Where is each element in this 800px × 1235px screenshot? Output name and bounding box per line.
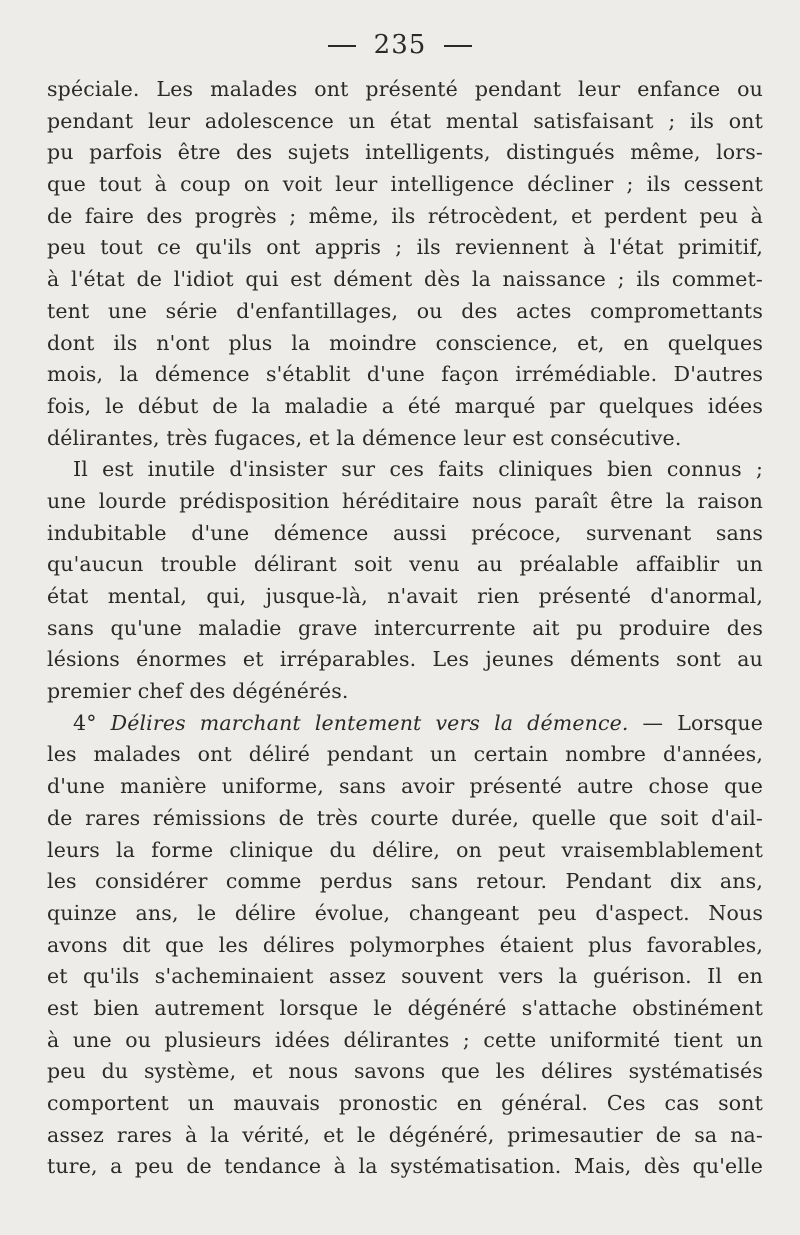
- text-line: peu tout ce qu'ils ont appris ; ils reviennent à l'état primitif,: [47, 235, 763, 260]
- text-line: tent une série d'enfantillages, ou des actes compromettants: [47, 298, 763, 323]
- paragraph: [47, 74, 763, 454]
- text-line: mois, la démence s'établit d'une façon irrémédiable. D'autres: [47, 362, 763, 387]
- text-line: ture, a peu de tendance à la systématisation. Mais, dès qu'elle: [47, 1154, 763, 1179]
- text-line: comportent un mauvais pronostic en général. Ces cas sont: [47, 1091, 763, 1115]
- page-number: 235: [373, 30, 427, 60]
- paragraph: [47, 454, 763, 708]
- text-line: une lourde prédisposition héréditaire nous paraît être la raison: [47, 488, 763, 513]
- text-line: les malades ont déliré pendant un certain nombre d'années,: [47, 742, 763, 767]
- text-line: spéciale. Les malades ont présenté pendant leur enfance ou: [47, 77, 763, 101]
- text-line: est bien autrement lorsque le dégénéré s'attache obstinément: [47, 995, 763, 1020]
- text-line: à l'état de l'idiot qui est dément dès la naissance ; ils commet-: [47, 267, 763, 292]
- text-line: à une ou plusieurs idées délirantes ; cette uniformité tient un: [47, 1027, 763, 1052]
- text-line: de rares rémissions de très courte durée, quelle que soit d'ail-: [47, 805, 763, 830]
- text-line: que tout à coup on voit leur intelligence décliner ; ils cessent: [47, 172, 763, 197]
- text-line: assez rares à la vérité, et le dégénéré, primesautier de sa na-: [47, 1122, 763, 1147]
- header-dash-left: [328, 45, 356, 47]
- text-line: peu du système, et nous savons que les délires systématisés: [47, 1059, 763, 1084]
- text-line: 4° Délires marchant lentement vers la démence. — Lorsque: [73, 710, 763, 735]
- text-line: sans qu'une maladie grave intercurrente ait pu produire des: [47, 615, 763, 640]
- text-line: quinze ans, le délire évolue, changeant peu d'aspect. Nous: [47, 900, 763, 925]
- text-line: leurs la forme clinique du délire, on peut vraisemblablement: [47, 837, 763, 862]
- text-line: dont ils n'ont plus la moindre conscience, et, en quelques: [47, 330, 763, 355]
- text-line: qu'aucun trouble délirant soit venu au préalable affaiblir un: [47, 552, 763, 577]
- text-line: pendant leur adolescence un état mental satisfaisant ; ils ont: [47, 108, 763, 133]
- text-line: indubitable d'une démence aussi précoce, survenant sans: [47, 520, 763, 545]
- text-line: et qu'ils s'acheminaient assez souvent vers la guérison. Il en: [47, 964, 763, 989]
- text-line: de faire des progrès ; même, ils rétrocèdent, et perdent peu à: [47, 203, 763, 228]
- text-line: Il est inutile d'insister sur ces faits cliniques bien connus ;: [73, 457, 763, 482]
- body-text: [47, 74, 763, 1183]
- text-line: avons dit que les délires polymorphes étaient plus favorables,: [47, 932, 763, 957]
- paragraph: [47, 708, 763, 1183]
- text-line: fois, le début de la maladie a été marqué par quelques idées: [47, 393, 763, 418]
- text-line: les considérer comme perdus sans retour. Pendant dix ans,: [47, 869, 763, 894]
- header-dash-right: [444, 45, 472, 47]
- text-line: état mental, qui, jusque-là, n'avait rien présenté d'anormal,: [47, 584, 763, 608]
- text-line: premier chef des dégénérés.: [47, 679, 349, 704]
- text-line: lésions énormes et irréparables. Les jeunes déments sont au: [47, 647, 763, 672]
- text-line: délirantes, très fugaces, et la démence leur est consécutive.: [47, 425, 682, 450]
- text-line: d'une manière uniforme, sans avoir présenté autre chose que: [47, 774, 763, 799]
- page-header: [0, 30, 800, 60]
- text-line: pu parfois être des sujets intelligents, distingués même, lors-: [47, 140, 763, 165]
